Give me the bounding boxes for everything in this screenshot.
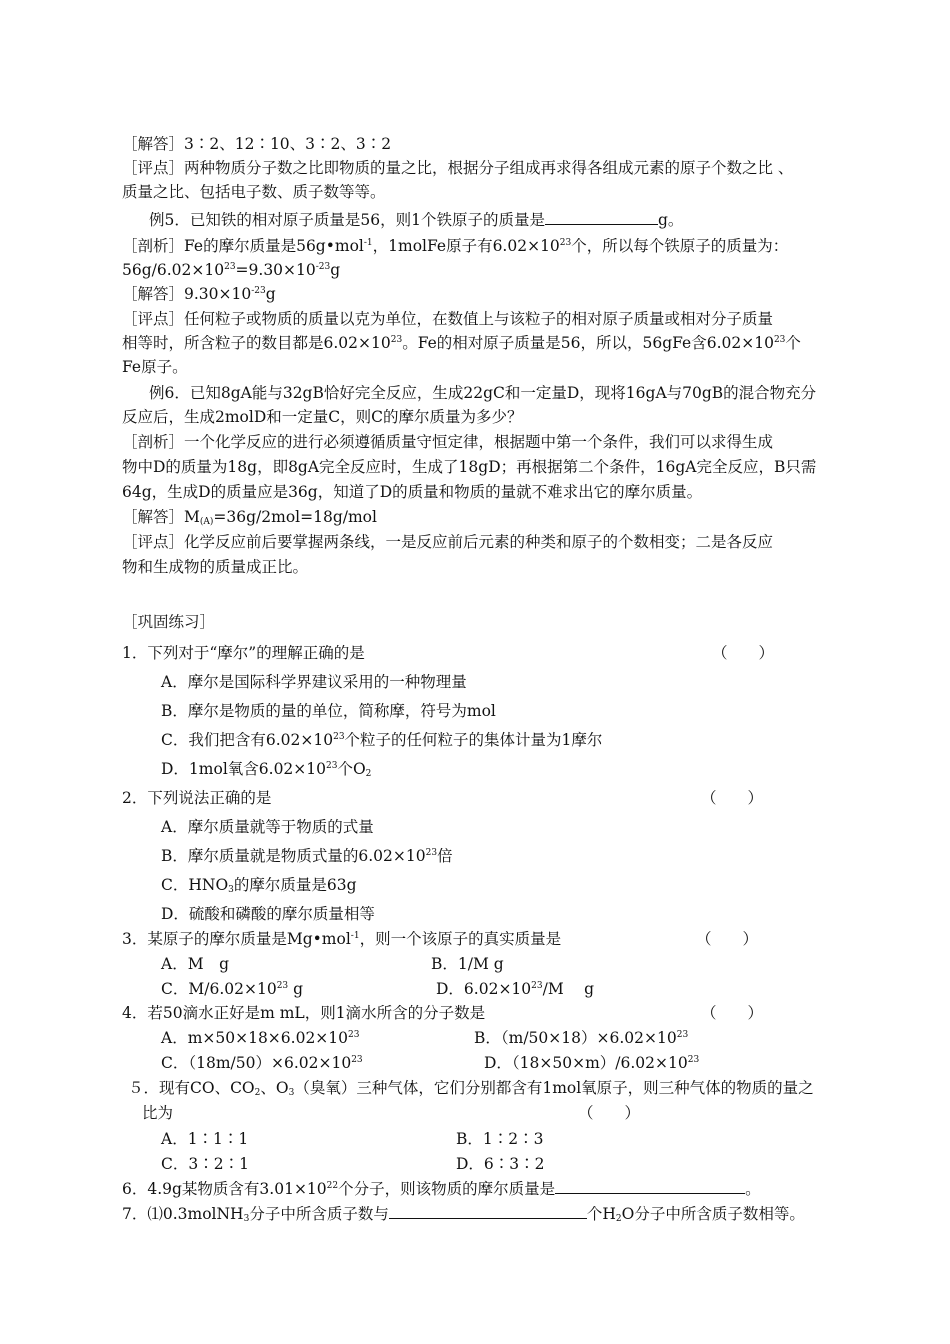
- practice-heading: ［巩固练习］: [122, 613, 216, 631]
- q3-option-c[interactable]: C．$M/6.02\times 10^{23}$ g: [161, 980, 303, 998]
- q5-answer-paren[interactable]: （ ）: [578, 1104, 641, 1122]
- answer-blank[interactable]: [545, 210, 658, 225]
- ex4-answer: ［解答］3∶2、12∶10、3∶2、3∶2: [122, 135, 392, 153]
- q5-stem-line2: 比为: [142, 1104, 174, 1122]
- q6-answer-blank[interactable]: [555, 1179, 745, 1194]
- q4-option-a[interactable]: A．$m\times 50\times 18\times 6.02\times 10^{23}$: [161, 1029, 360, 1047]
- q7-answer-blank[interactable]: [389, 1204, 587, 1219]
- q1-stem: 1．下列对于“摩尔”的理解正确的是: [122, 644, 365, 662]
- ex4-comment-line2: 质量之比、包括电子数、质子数等等。: [122, 183, 386, 201]
- ex5-comment-line1: ［评点］任何粒子或物质的质量以克为单位，在数值上与该粒子的相对原子质量或相对分子质量: [122, 310, 774, 328]
- ex6-comment-line2: 物和生成物的质量成正比。: [122, 558, 309, 576]
- ex6-question-line2: 反应后，生成2molD和一定量C，则C的摩尔质量为多少？: [122, 408, 523, 426]
- q3-option-d[interactable]: D．$6.02\times 10^{23}/M$ g: [436, 980, 595, 998]
- q3-option-a[interactable]: A．M g: [161, 955, 229, 973]
- q6-stem: 6．4.9g某物质含有$3.01\times 10^{22}$个分子，则该物质的摩尔质量是 。: [122, 1180, 761, 1198]
- ex5-analysis-line2: $56g/6.02\times 10^{23}=9.30\times 10^{-23}g$: [122, 261, 341, 279]
- ex5-comment-line2: 相等时，所含粒子的数目都是$6.02\times 10^{23}$。Fe的相对原子质量是56，所以，56gFe含$6.02\times 10^{23}$个: [122, 334, 801, 352]
- q2-option-a[interactable]: A．摩尔质量就等于物质的式量: [161, 818, 374, 836]
- ex4-comment-line1: ［评点］两种物质分子数之比即物质的量之比，根据分子组成再求得各组成元素的原子个数之比 、: [122, 159, 794, 177]
- ex6-comment-line1: ［评点］化学反应前后要掌握两条线，一是反应前后元素的种类和原子的个数相变；二是各反应: [122, 533, 774, 551]
- q4-answer-paren[interactable]: （ ）: [701, 1004, 764, 1022]
- ex6-analysis-line3: 64g，生成D的质量应是36g，知道了D的质量和物质的量就不难求出它的摩尔质量。: [122, 483, 703, 501]
- q3-stem: 3．某原子的摩尔质量是Mg•mol$^{-1}$，则一个该原子的真实质量是: [122, 930, 562, 948]
- q4-stem: 4．若50滴水正好是m mL，则1滴水所含的分子数是: [122, 1004, 486, 1022]
- ex6-answer: ［解答$]M_{(A)}=36g/2mol=18g$/mol: [122, 508, 377, 527]
- ex5-analysis-line1: ［剖析］Fe的摩尔质量是56g•mol$^{-1}$，1molFe原子有$6.02\times 10^{23}$个，所以每个铁原子的质量为：: [122, 237, 789, 255]
- q1-answer-paren[interactable]: （ ）: [712, 644, 775, 662]
- q7-stem: 7．⑴0.3molNH$_3$分子中所含质子数与 个$H_2O$分子中所含质子数相等。: [122, 1205, 805, 1224]
- q2-stem: 2．下列说法正确的是: [122, 789, 272, 807]
- q2-option-d[interactable]: D．硫酸和磷酸的摩尔质量相等: [161, 905, 375, 923]
- q4-option-b[interactable]: B．$(m/50\times 18)\times 6.02\times 10^{23}$: [474, 1029, 689, 1047]
- ex6-question-line1: 例6．已知8gA能与32gB恰好完全反应，生成22gC和一定量D，现将16gA与70gB的混合物充分: [149, 384, 817, 402]
- q5-option-a[interactable]: A．1∶1∶1: [161, 1130, 249, 1148]
- ex6-analysis-line2: 物中D的质量为18g，即8gA完全反应时，生成了18gD；再根据第二个条件，16gA完全反应，B只需: [122, 458, 817, 476]
- q3-option-b[interactable]: B．1/M g: [431, 955, 504, 973]
- ex5-question: 例5．已知铁的相对原子质量是56，则1个铁原子的质量是 g。: [149, 211, 684, 229]
- q1-option-a[interactable]: A．摩尔是国际科学界建议采用的一种物理量: [161, 673, 467, 691]
- q5-option-c[interactable]: C．3∶2∶1: [161, 1155, 249, 1173]
- ex6-analysis-line1: ［剖析］一个化学反应的进行必须遵循质量守恒定律，根据题中第一个条件，我们可以求得生成: [122, 433, 774, 451]
- q5-option-b[interactable]: B．1∶2∶3: [456, 1130, 544, 1148]
- q3-answer-paren[interactable]: （ ）: [696, 930, 759, 948]
- q5-option-d[interactable]: D．6∶3∶2: [456, 1155, 545, 1173]
- q2-answer-paren[interactable]: （ ）: [701, 789, 764, 807]
- q4-option-d[interactable]: D．$(18\times 50\times m)/6.02\times 10^{23}$: [484, 1054, 700, 1072]
- ex5-comment-line3: Fe原子。: [122, 358, 188, 376]
- q1-option-d[interactable]: D．1mol氧含$6.02\times 10^{23}$个$O_2$: [161, 760, 372, 779]
- q1-option-c[interactable]: C．我们把含有$6.02\times 10^{23}$个粒子的任何粒子的集体计量为1摩尔: [161, 731, 603, 749]
- q2-option-b[interactable]: B．摩尔质量就是物质式量的$6.02\times 10^{23}$倍: [161, 847, 453, 865]
- q1-option-b[interactable]: B．摩尔是物质的量的单位，简称摩，符号为mol: [161, 702, 496, 720]
- q2-option-c[interactable]: C．$HNO_3$的摩尔质量是63g: [161, 876, 357, 895]
- q4-option-c[interactable]: C．$(18m/50)\times 6.02\times 10^{23}$: [161, 1054, 363, 1072]
- ex5-answer: ［解答$]9.30\times 10^{-23}g$: [122, 285, 276, 303]
- q5-stem-line1: ５．现有CO、$CO_2$、$O_3$（臭氧）三种气体，它们分别都含有1mol氧原子，则三种气体的物质的量之: [128, 1079, 814, 1098]
